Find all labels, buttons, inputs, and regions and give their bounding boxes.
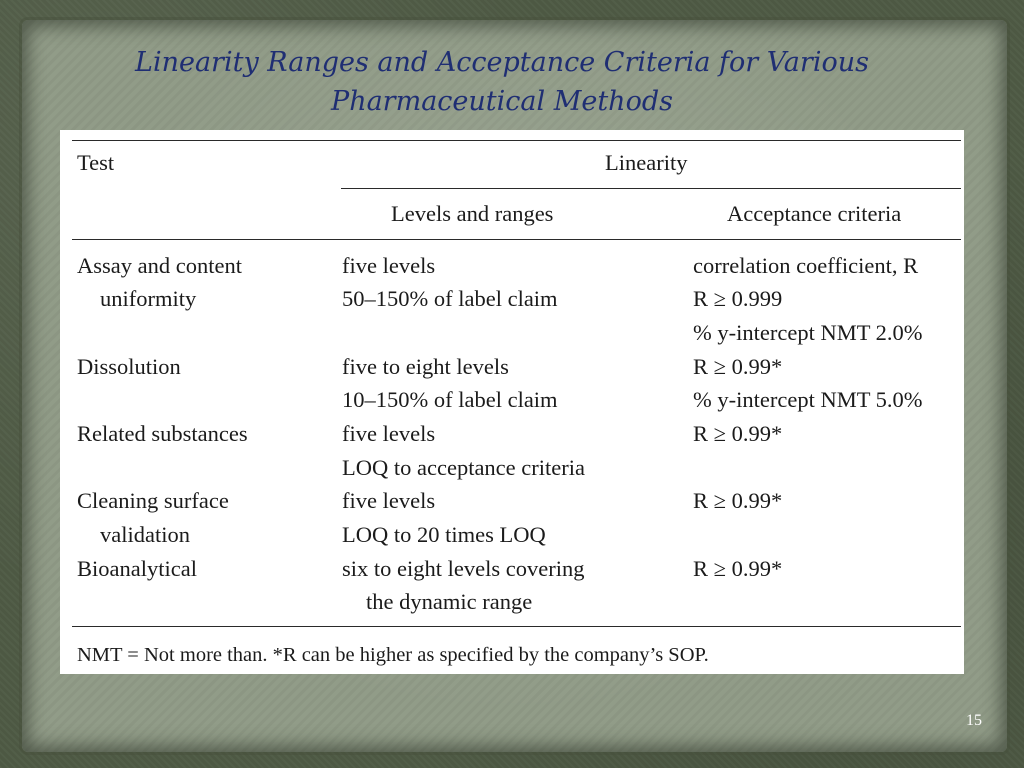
header-test: Test <box>77 150 115 175</box>
table-footnote: NMT = Not more than. *R can be higher as specified by the company’s SOP. <box>77 644 709 666</box>
row-cleaning-criteria: R ≥ 0.99* <box>693 488 783 513</box>
row-bioanalytical-levels-line-2: the dynamic range <box>366 589 533 614</box>
row-assay-criteria-line-1: correlation coefficient, R <box>693 253 919 278</box>
subheader-levels: Levels and ranges <box>391 201 554 226</box>
header-linearity: Linearity <box>605 150 688 175</box>
row-bioanalytical-criteria: R ≥ 0.99* <box>693 556 783 581</box>
row-bioanalytical-levels-line-1: six to eight levels covering <box>342 556 585 581</box>
row-related-test: Related substances <box>77 421 248 446</box>
row-cleaning-test-line-1: Cleaning surface <box>77 488 229 513</box>
slide-title <box>0 43 1004 121</box>
slide-number: 15 <box>966 712 982 729</box>
slide-title-line-2: Pharmaceutical Methods <box>331 86 673 117</box>
row-dissolution-criteria-line-2: % y-intercept NMT 5.0% <box>693 387 923 412</box>
row-related-levels-line-2: LOQ to acceptance criteria <box>342 455 585 480</box>
row-cleaning-levels-line-2: LOQ to 20 times LOQ <box>342 522 546 547</box>
row-assay-criteria-line-2: R ≥ 0.999 <box>693 286 783 311</box>
row-dissolution-test: Dissolution <box>77 354 181 379</box>
row-related-levels-line-1: five levels <box>342 421 436 446</box>
subheader-acceptance: Acceptance criteria <box>727 201 902 226</box>
row-related-criteria: R ≥ 0.99* <box>693 421 783 446</box>
row-assay-levels-line-2: 50–150% of label claim <box>342 286 558 311</box>
row-bioanalytical-test: Bioanalytical <box>77 556 197 581</box>
row-dissolution-criteria-line-1: R ≥ 0.99* <box>693 354 783 379</box>
row-cleaning-levels-line-1: five levels <box>342 488 436 513</box>
row-assay-levels-line-1: five levels <box>342 253 436 278</box>
row-assay-criteria-line-3: % y-intercept NMT 2.0% <box>693 320 923 345</box>
table-bottom-rule <box>72 626 961 627</box>
linearity-table <box>60 130 964 674</box>
slide-title-line-1: Linearity Ranges and Acceptance Criteria for Various <box>135 47 869 78</box>
row-assay-test-line-1: Assay and content <box>77 253 242 278</box>
header-bottom-rule <box>72 239 961 240</box>
row-cleaning-test-line-2: validation <box>100 522 190 547</box>
row-dissolution-levels-line-2: 10–150% of label claim <box>342 387 558 412</box>
row-dissolution-levels-line-1: five to eight levels <box>342 354 509 379</box>
linearity-group-rule <box>341 188 961 189</box>
table-top-rule <box>72 140 961 141</box>
row-assay-test-line-2: uniformity <box>100 286 197 311</box>
